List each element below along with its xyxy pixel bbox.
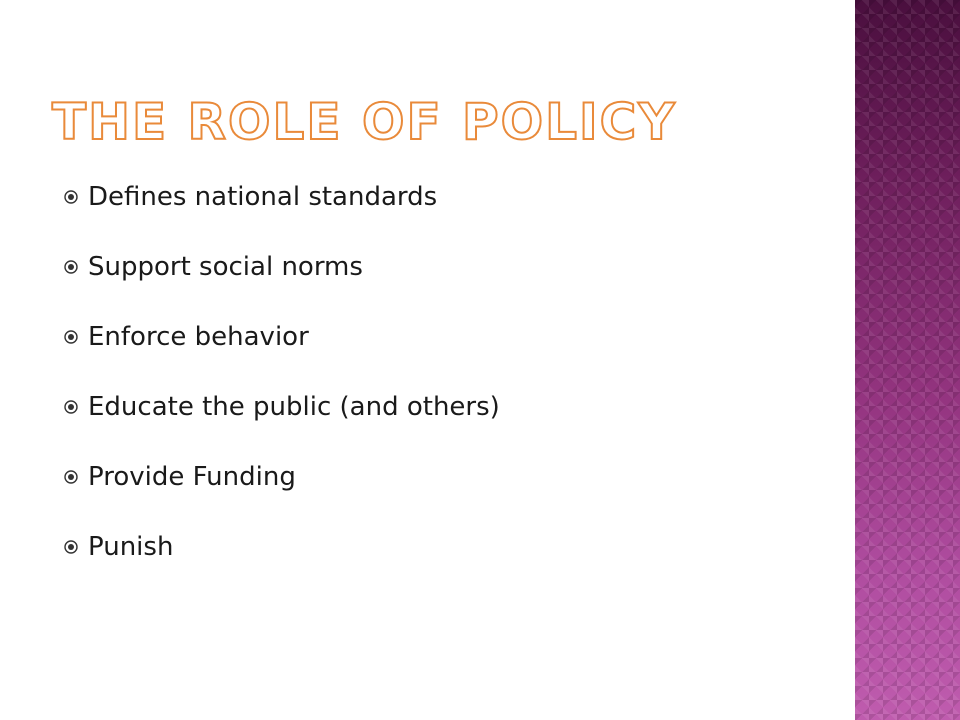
bullet-text: Enforce behavior	[88, 322, 309, 352]
target-bullet-icon	[64, 190, 78, 204]
target-bullet-icon	[64, 540, 78, 554]
decorative-side-band	[855, 0, 960, 720]
bullet-item	[64, 458, 500, 496]
bullet-text: Support social norms	[88, 252, 363, 282]
bullet-item	[64, 528, 500, 566]
bullet-item	[64, 178, 500, 216]
bullet-text: Provide Funding	[88, 462, 296, 492]
bullet-item	[64, 318, 500, 356]
target-bullet-icon	[64, 330, 78, 344]
bullet-text: Educate the public (and others)	[88, 392, 500, 422]
bullet-list	[64, 178, 500, 598]
target-bullet-icon	[64, 470, 78, 484]
bullet-item	[64, 388, 500, 426]
target-bullet-icon	[64, 260, 78, 274]
bullet-text: Punish	[88, 532, 174, 562]
bullet-item	[64, 248, 500, 286]
target-bullet-icon	[64, 400, 78, 414]
slide-title: THE ROLE OF POLICY	[52, 93, 677, 151]
bullet-text: Defines national standards	[88, 182, 438, 212]
